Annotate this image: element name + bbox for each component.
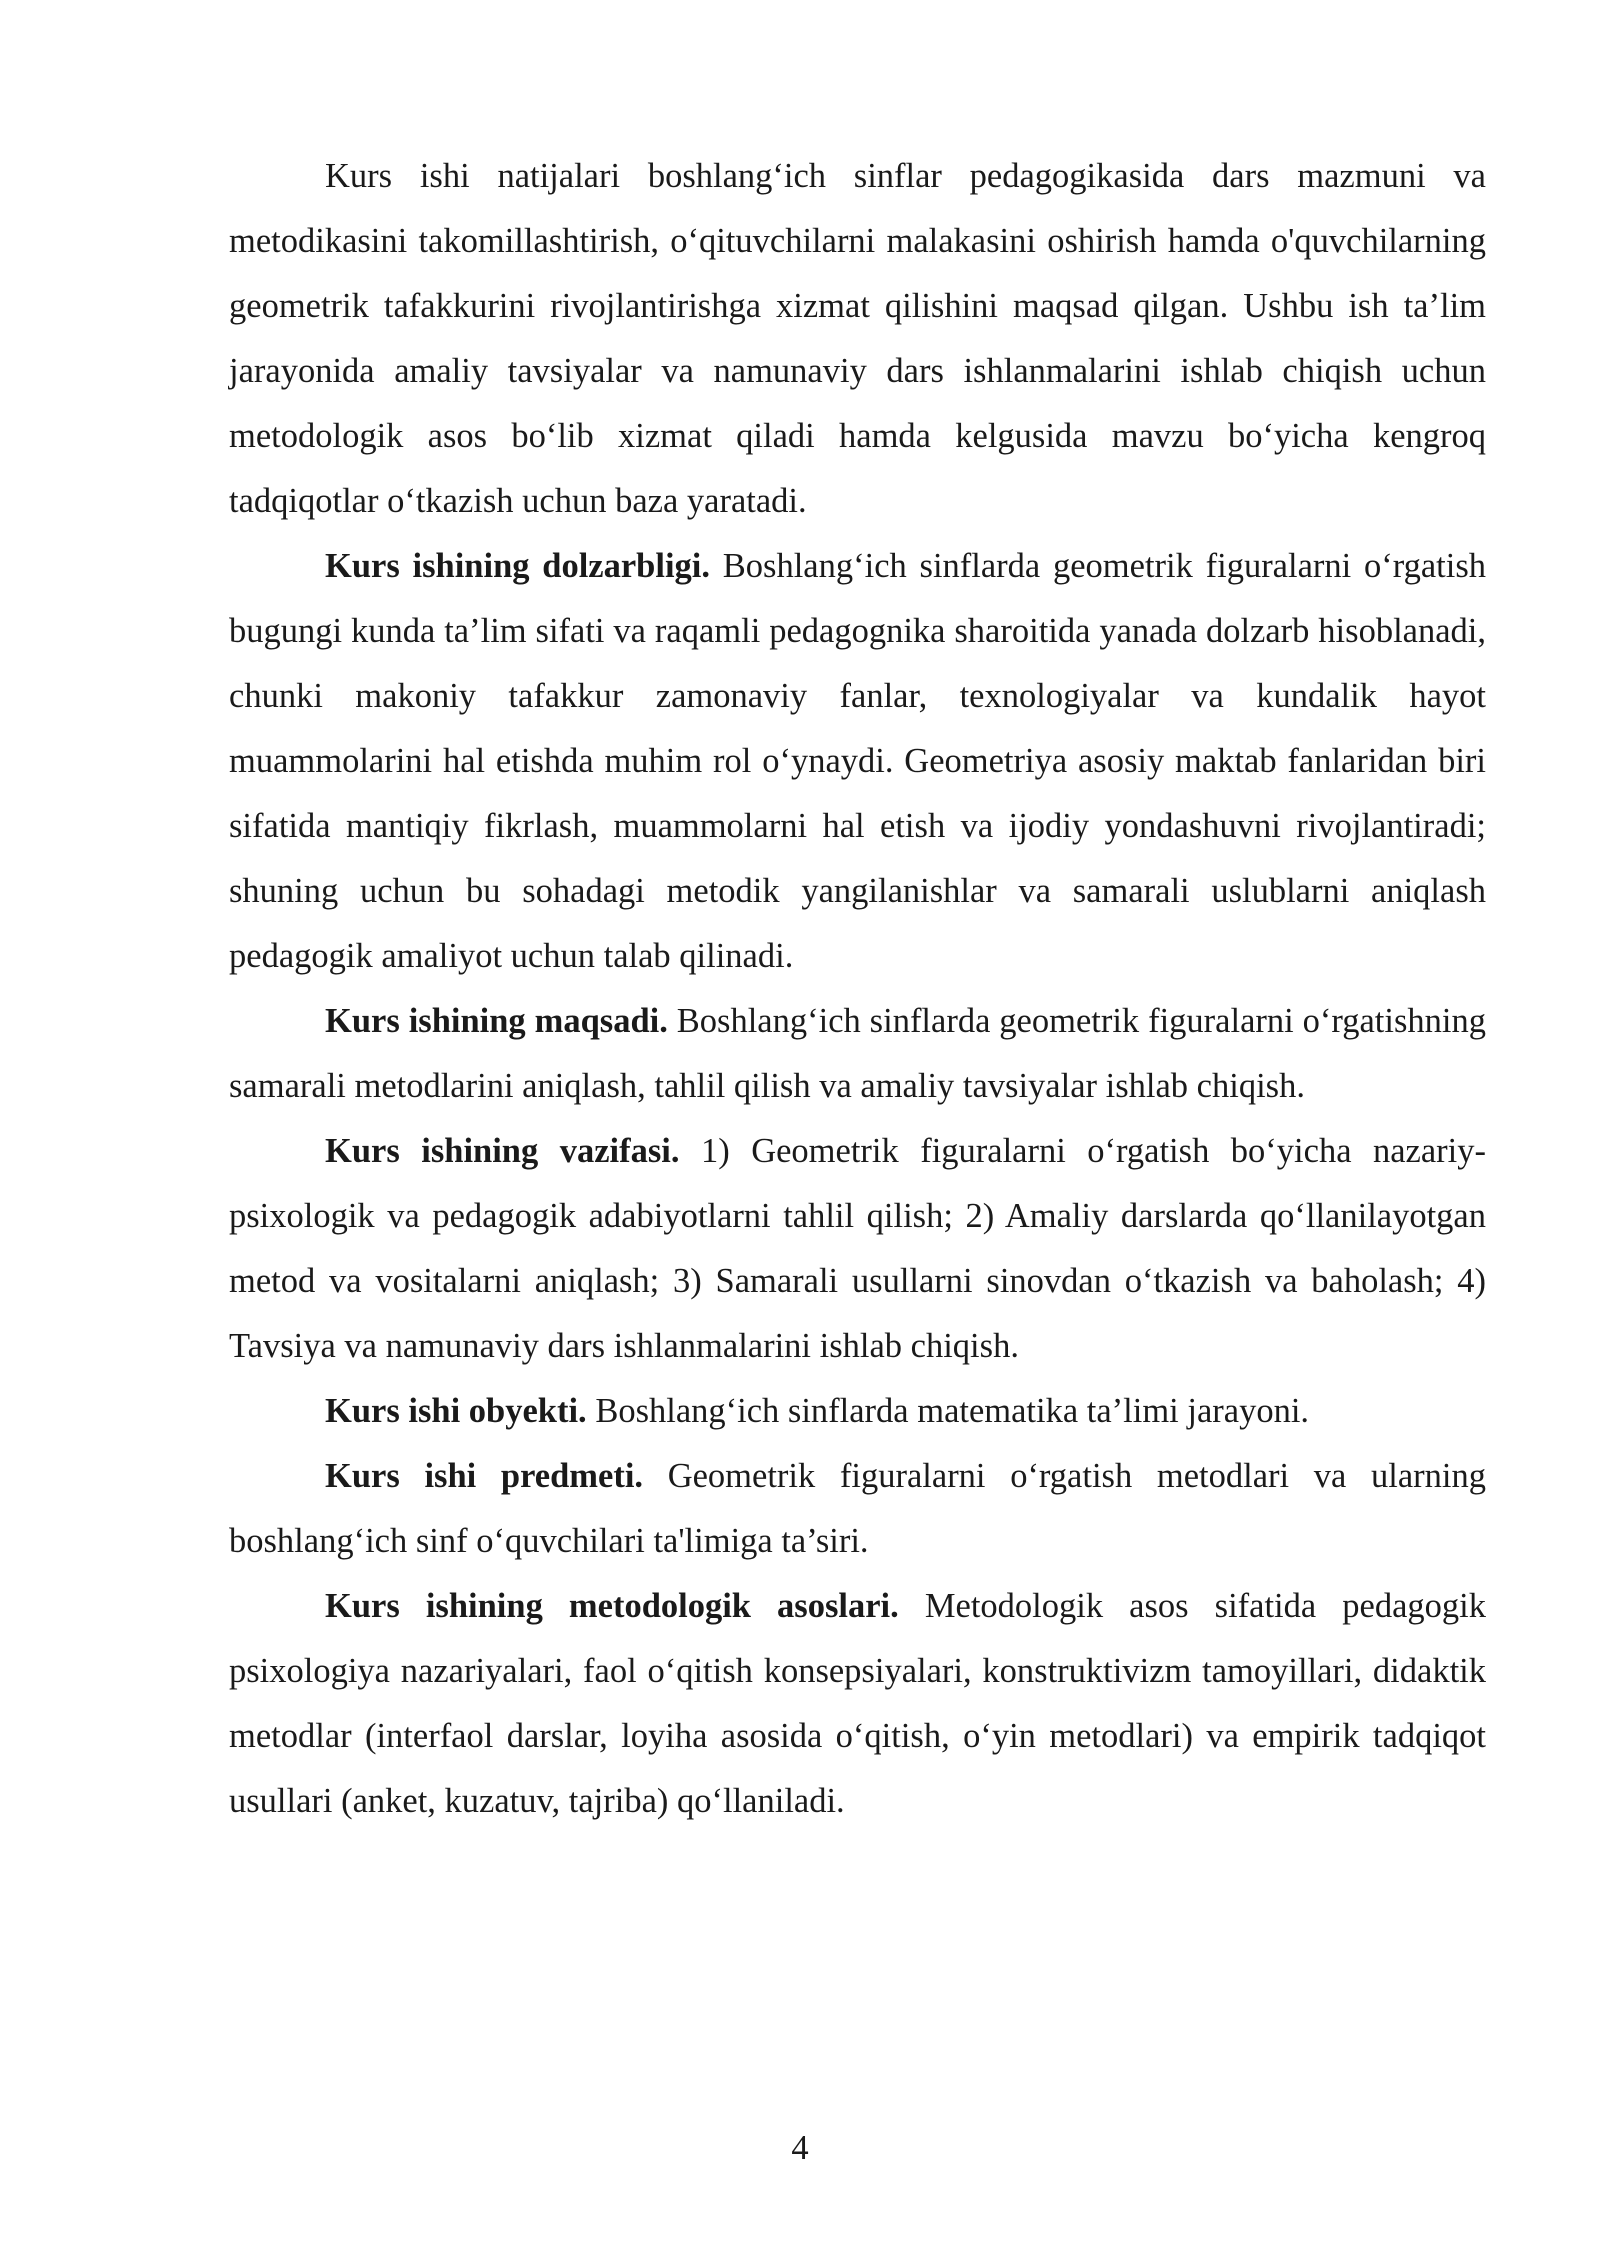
page-number: 4 [791,2129,809,2167]
paragraph-methodology-heading: Kurs ishining metodologik asoslari. [325,1587,899,1625]
paragraph-subject-text: Geometrik figuralarni o‘rgatish metodlari va ularning boshlang‘ich sinf o‘quvchilari ta'limiga ta’siri. [229,1457,1486,1560]
paragraph-tasks-text: 1) Geometrik figuralarni o‘rgatish bo‘yicha nazariy-psixologik va pedagogik adabiyotlarni tahlil qilish; 2) Amaliy darslarda qo‘llanilayotgan metod va vositalarni aniqlash; 3) Samarali usullarni sinovdan o‘tkazish va baholash; 4) Tavsiya va namunaviy dars ishlanmalarini ishlab chiqish. [229,1132,1486,1365]
paragraph-goal-text: Boshlang‘ich sinflarda geometrik figuralarni o‘rgatishning samarali metodlarini aniqlash, tahlil qilish va amaliy tavsiyalar ishlab chiqish. [229,1002,1486,1105]
paragraph-relevance [229,534,1486,989]
paragraph-results [229,144,1486,534]
paragraph-object-text: Boshlang‘ich sinflarda matematika ta’limi jarayoni. [586,1392,1310,1430]
paragraph-tasks [229,1119,1486,1379]
paragraph-results-text: Kurs ishi natijalari boshlang‘ich sinflar pedagogikasida dars mazmuni va metodikasini takomillashtirish, o‘qituvchilarni malakasini oshirish hamda o'quvchilarning geometrik tafakkurini rivojlantirishga xizmat qilishini maqsad qilgan. Ushbu ish ta’lim jarayonida amaliy tavsiyalar va namunaviy dars ishlanmalarini ishlab chiqish uchun metodologik asos bo‘lib xizmat qiladi hamda kelgusida mavzu bo‘yicha kengroq tadqiqotlar o‘tkazish uchun baza yaratadi. [229,157,1486,520]
paragraph-object-heading: Kurs ishi obyekti. [325,1392,587,1430]
paragraph-goal-heading: Kurs ishining maqsadi. [325,1002,668,1040]
paragraph-tasks-heading: Kurs ishining vazifasi. [325,1132,680,1170]
paragraph-subject [229,1444,1486,1574]
paragraph-object [229,1379,1486,1444]
paragraph-methodology [229,1574,1486,1834]
paragraph-relevance-text: Boshlang‘ich sinflarda geometrik figuralarni o‘rgatish bugungi kunda ta’lim sifati va raqamli pedagognika sharoitida yanada dolzarb hisoblanadi, chunki makoniy tafakkur zamonaviy fanlar, texnologiyalar va kundalik hayot muammolarini hal etishda muhim rol o‘ynaydi. Geometriya asosiy maktab fanlaridan biri sifatida mantiqiy fikrlash, muammolarni hal etish va ijodiy yondashuvni rivojlantiradi; shuning uchun bu sohadagi metodik yangilanishlar va samarali uslublarni aniqlash pedagogik amaliyot uchun talab qilinadi. [229,547,1486,975]
paragraph-methodology-text: Metodologik asos sifatida pedagogik psixologiya nazariyalari, faol o‘qitish konsepsiyalari, konstruktivizm tamoyillari, didaktik metodlar (interfaol darslar, loyiha asosida o‘qitish, o‘yin metodlari) va empirik tadqiqot usullari (anket, kuzatuv, tajriba) qo‘llaniladi. [229,1587,1486,1820]
body-text [229,144,1486,1834]
paragraph-subject-heading: Kurs ishi predmeti. [325,1457,644,1495]
paragraph-goal [229,989,1486,1119]
paragraph-relevance-heading: Kurs ishining dolzarbligi. [325,547,711,585]
